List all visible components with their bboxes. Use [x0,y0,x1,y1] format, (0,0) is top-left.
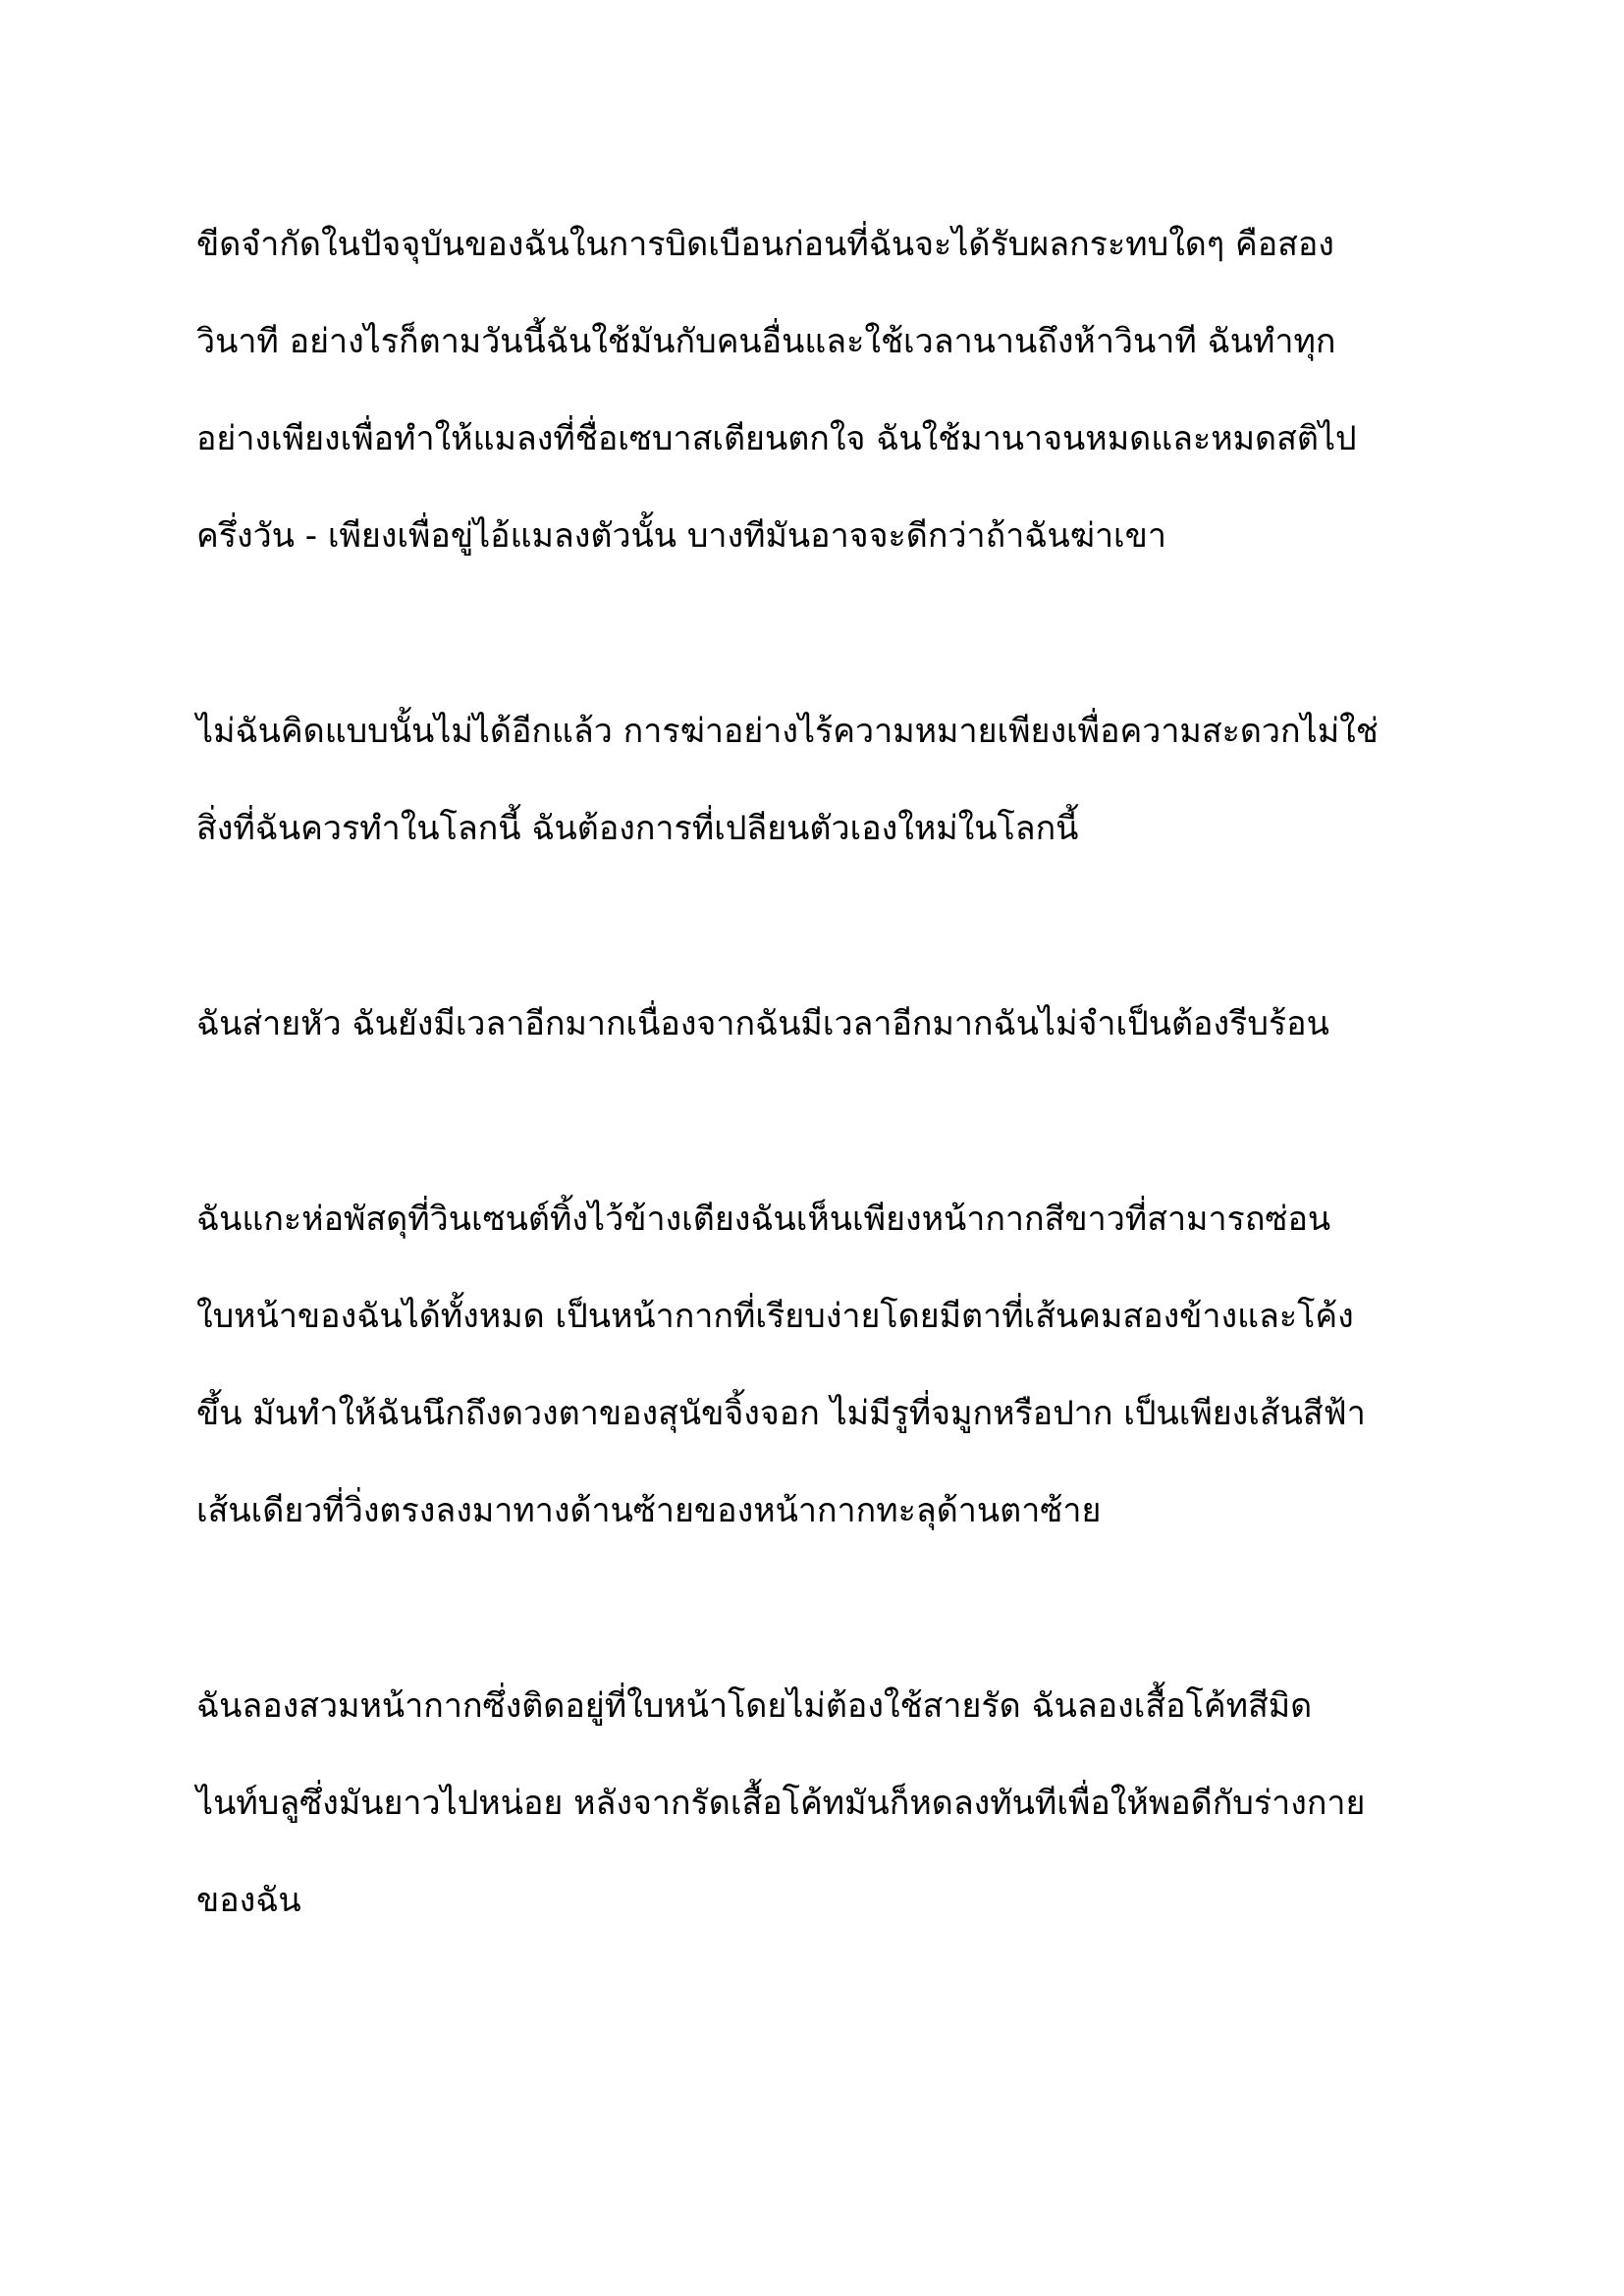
paragraph-3 [196,976,1443,1073]
text-line: ของฉัน [196,1881,301,1920]
text-line: ไม่ฉันคิดแบบนั้นไม่ได้อีกแล้ว การฆ่าอย่างไร้ความหมายเพียงเพื่อความสะดวกไม่ใช่ [196,712,1379,751]
paragraph-5 [196,1658,1443,1949]
paragraph-gap [196,1073,1443,1171]
paragraph-1 [196,196,1443,585]
paragraph-4 [196,1171,1443,1560]
text-line: ไนท์บลูซึ่งมันยาวไปหน่อย หลังจากรัดเสื้อโค้ทมันก็หดลงทันทีเพื่อให้พอดีกับร่างกาย [196,1784,1366,1823]
text-line: ขีดจำกัดในปัจจุบันของฉันในการบิดเบือนก่อนที่ฉันจะได้รับผลกระทบใดๆ คือสอง [196,225,1334,264]
document-body [196,196,1443,1949]
paragraph-gap [196,878,1443,976]
text-line: ฉันแกะห่อพัสดุที่วินเซนต์ทิ้งไว้ข้างเตียงฉันเห็นเพียงหน้ากากสีขาวที่สามารถซ่อน [196,1200,1331,1239]
text-line: ฉันส่ายหัว ฉันยังมีเวลาอีกมากเนื่องจากฉันมีเวลาอีกมากฉันไม่จำเป็นต้องรีบร้อน [196,1004,1329,1043]
text-line: เส้นเดียวที่วิ่งตรงลงมาทางด้านซ้ายของหน้ากากทะลุด้านตาซ้าย [196,1491,1102,1530]
text-line: วินาที อย่างไรก็ตามวันนี้ฉันใช้มันกับคนอื่นและใช้เวลานานถึงห้าวินาที ฉันทำทุก [196,322,1336,361]
text-line: อย่างเพียงเพื่อทำให้แมลงที่ชื่อเซบาสเตียนตกใจ ฉันใช้มานาจนหมดและหมดสติไป [196,419,1357,458]
text-line: ขึ้น มันทำให้ฉันนึกถึงดวงตาของสุนัขจิ้งจอก ไม่มีรูที่จมูกหรือปาก เป็นเพียงเส้นสีฟ้า [196,1394,1366,1433]
text-line: สิ่งที่ฉันควรทำในโลกนี้ ฉันต้องการที่เปลียนตัวเองใหม่ในโลกนี้ [196,809,1079,848]
paragraph-2 [196,683,1443,878]
text-line: ใบหน้าของฉันได้ทั้งหมด เป็นหน้ากากที่เรียบง่ายโดยมีตาที่เส้นคมสองข้างและโค้ง [196,1297,1354,1336]
text-line: ครึ่งวัน - เพียงเพื่อขู่ไอ้แมลงตัวนั้น บางทีมันอาจจะดีกว่าถ้าฉันฆ่าเขา [196,516,1166,556]
text-line: ฉันลองสวมหน้ากากซึ่งติดอยู่ที่ใบหน้าโดยไม่ต้องใช้สายรัด ฉันลองเสื้อโค้ทสีมิด [196,1686,1313,1726]
paragraph-gap [196,585,1443,683]
paragraph-gap [196,1560,1443,1658]
